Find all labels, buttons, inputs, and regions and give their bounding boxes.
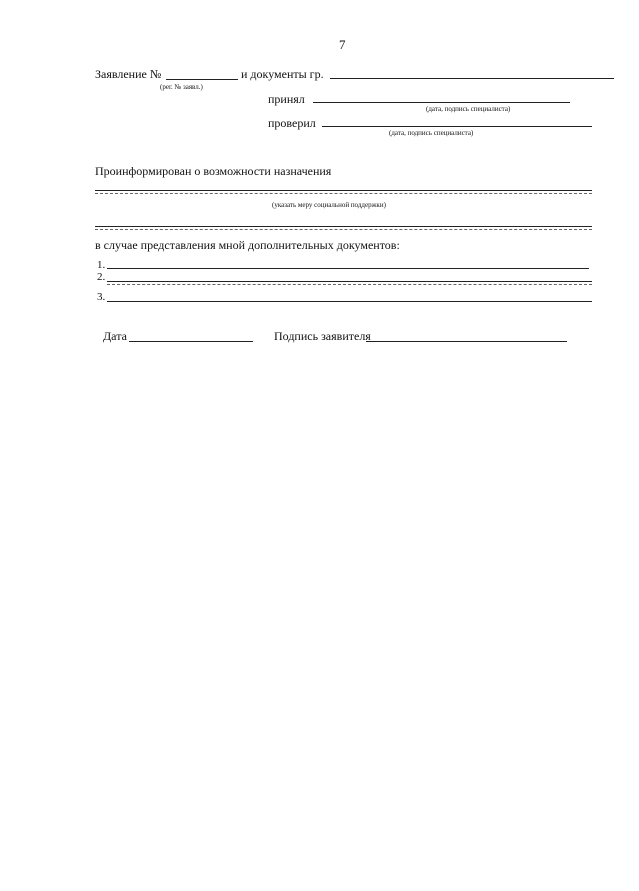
informed-label: Проинформирован о возможности назначения xyxy=(95,164,332,178)
accepted-signature-field[interactable] xyxy=(313,102,570,103)
additional-item-field-2[interactable] xyxy=(107,281,592,282)
support-measure-field-underline xyxy=(95,193,592,194)
additional-documents-label: в случае представления мной дополнительных документов: xyxy=(95,238,400,252)
checked-caption: (дата, подпись специалиста) xyxy=(389,129,474,137)
additional-item-number-1: 1. xyxy=(97,259,106,271)
applicant-signature-label: Подпись заявителя xyxy=(274,329,371,343)
checked-signature-field[interactable] xyxy=(322,126,592,127)
application-number-field[interactable] xyxy=(166,79,238,80)
additional-item-number-2: 2. xyxy=(97,271,106,283)
documents-citizen-label: и документы гр. xyxy=(241,67,324,81)
additional-item-number-3: 3. xyxy=(97,291,106,303)
support-measure-caption: (указать меру социальной поддержки) xyxy=(272,201,386,209)
application-number-label: Заявление № xyxy=(95,67,162,81)
support-measure-field-2-underline xyxy=(95,229,592,230)
additional-item-field-2-underline xyxy=(107,284,592,285)
support-measure-field-2[interactable] xyxy=(95,226,592,227)
applicant-signature-field[interactable] xyxy=(366,341,567,342)
date-label: Дата xyxy=(103,329,127,343)
page-number: 7 xyxy=(339,37,346,52)
citizen-name-field[interactable] xyxy=(330,78,614,79)
accepted-caption: (дата, подпись специалиста) xyxy=(426,105,511,113)
additional-item-field-3[interactable] xyxy=(107,301,592,302)
support-measure-field[interactable] xyxy=(95,190,592,191)
checked-label: проверил xyxy=(268,116,316,130)
reg-number-caption: (рег. № заявл.) xyxy=(160,83,203,91)
additional-item-field-1[interactable] xyxy=(107,268,589,269)
date-field[interactable] xyxy=(129,341,253,342)
accepted-label: принял xyxy=(268,92,305,106)
